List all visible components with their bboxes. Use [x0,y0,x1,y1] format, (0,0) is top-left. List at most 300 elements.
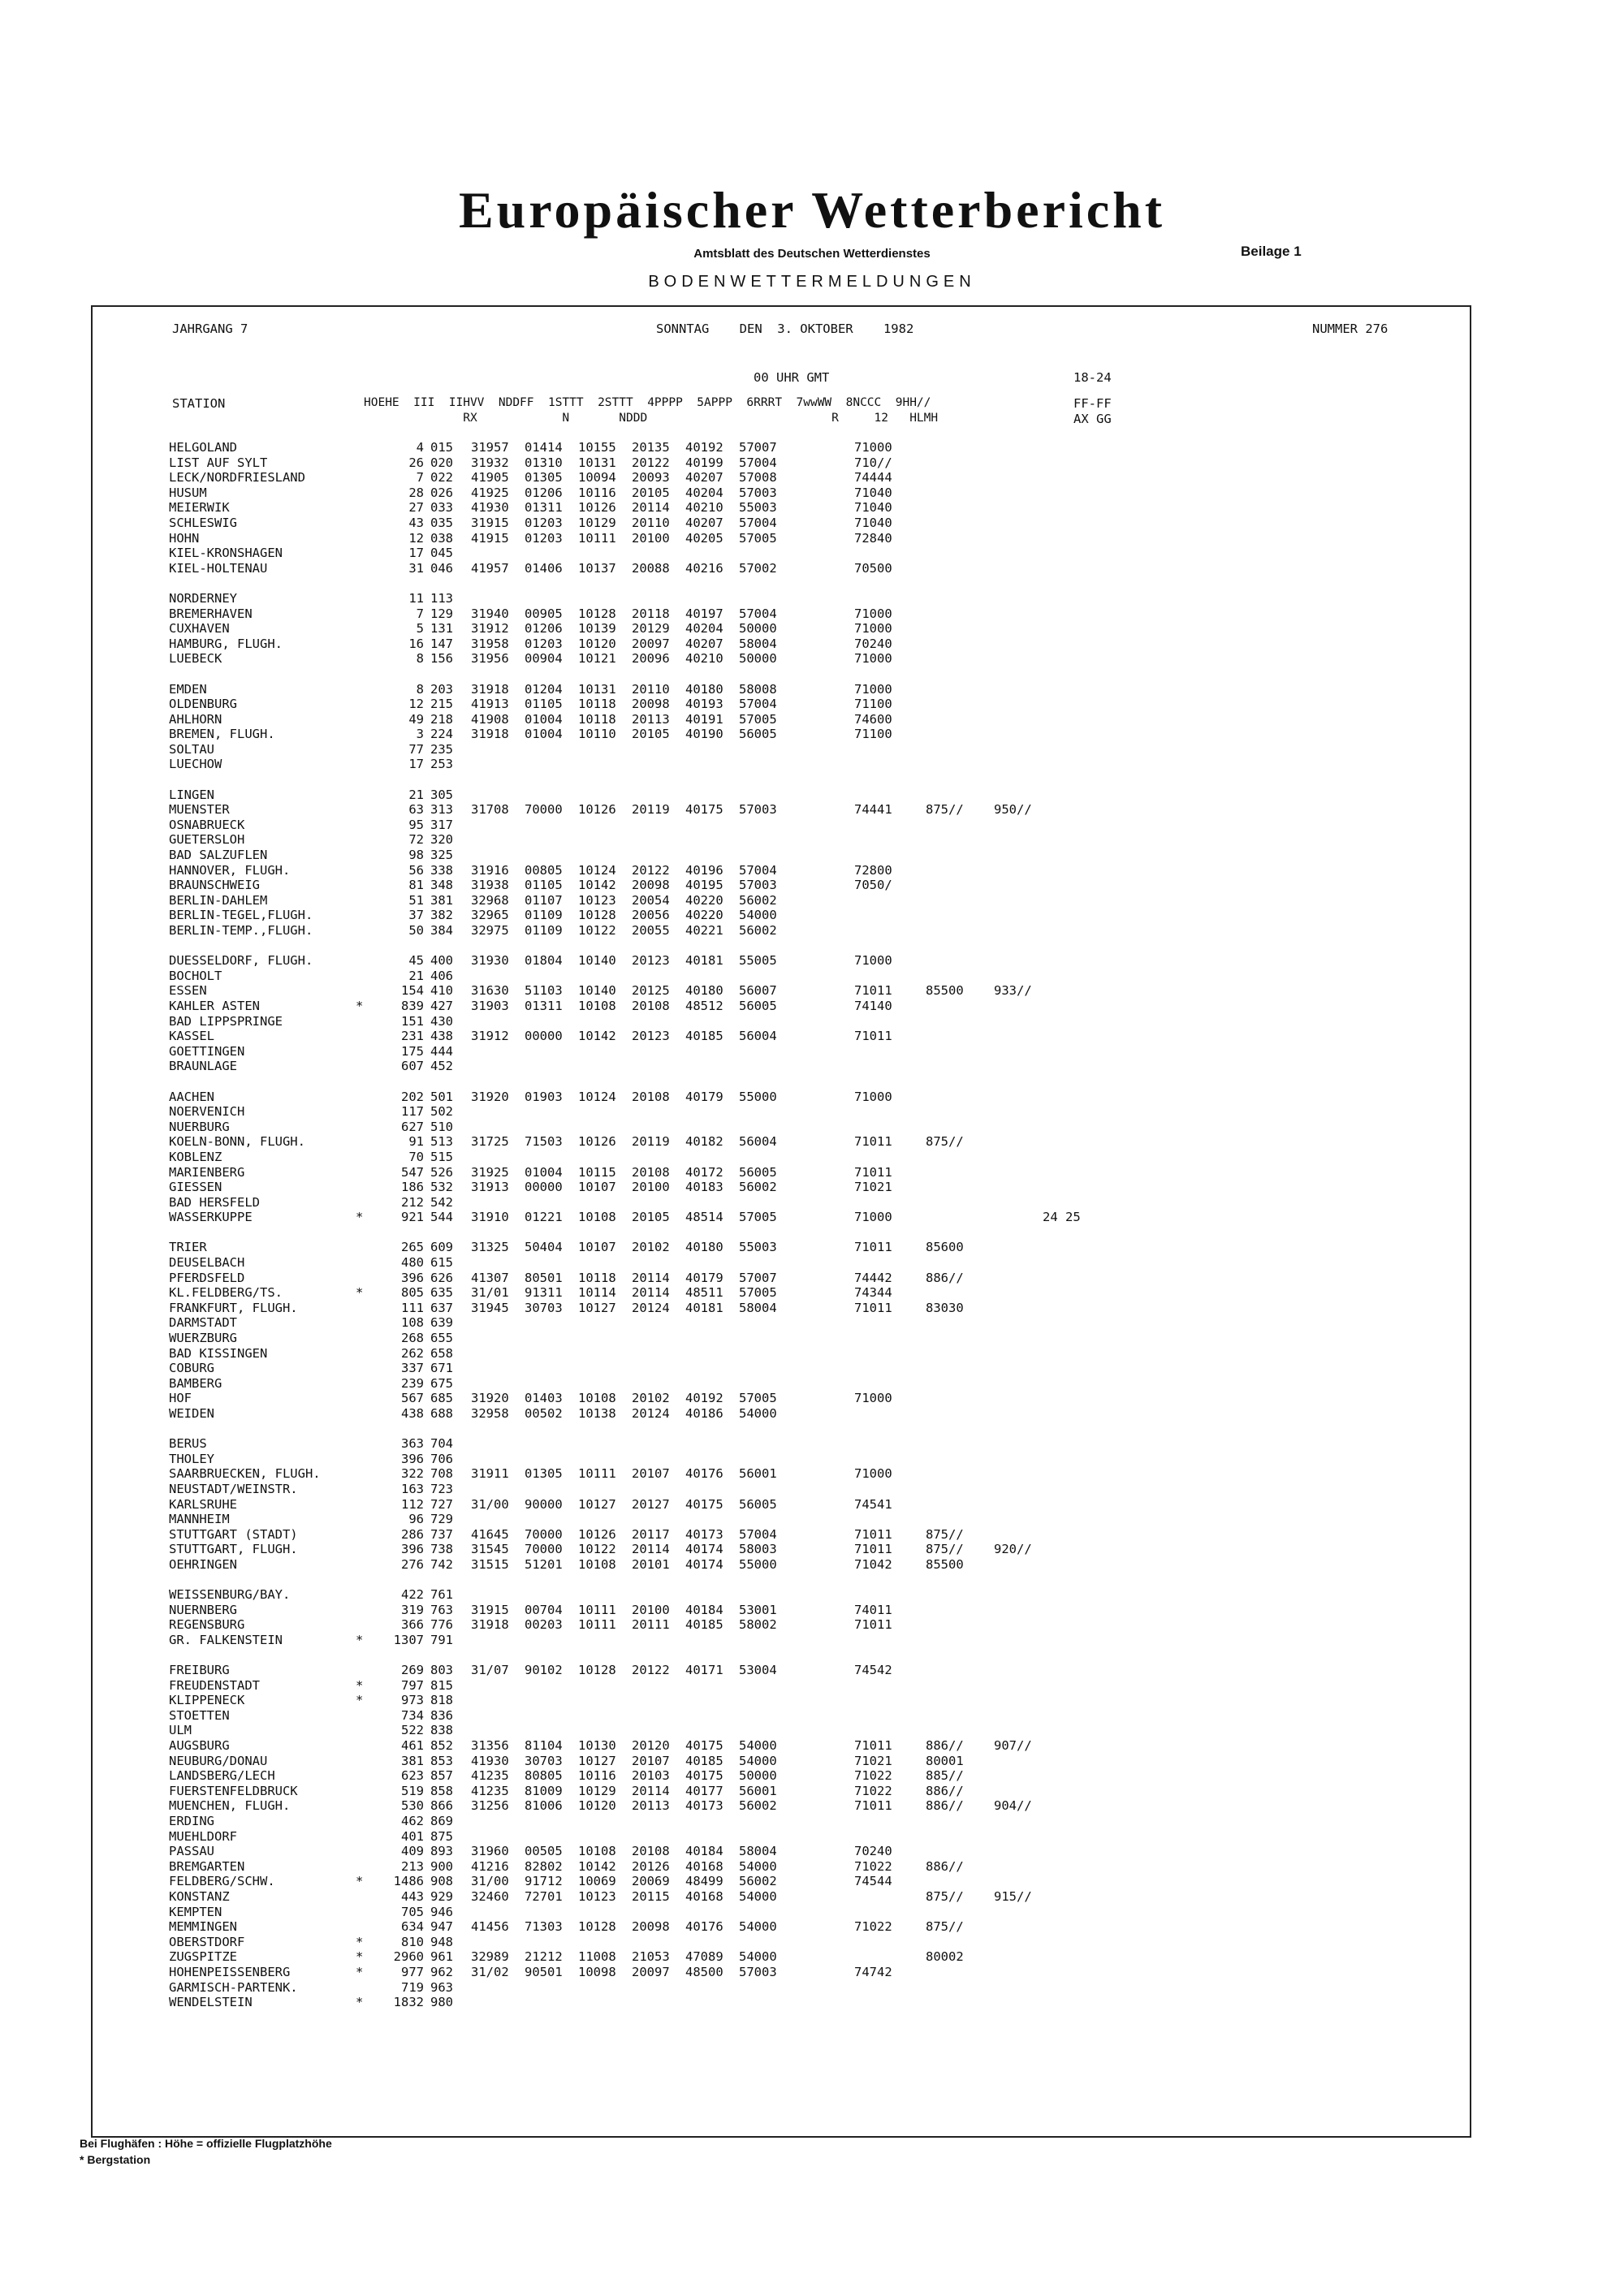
cell-ff [1043,1315,1091,1331]
cell-iii: 038 [430,530,453,546]
table-row [169,500,1091,516]
beilage-label: Beilage 1 [1241,244,1302,259]
cell-g5: 40168 [685,1889,723,1904]
cell-iii: 980 [430,1995,453,2010]
cell-x2: 71000 [854,1210,892,1225]
cell-mark [356,923,374,939]
cell-x1 [793,1376,854,1392]
cell-g5: 40171 [685,1663,723,1678]
cell-ff [1043,953,1091,969]
cell-mark [356,1436,374,1452]
cell-x4 [994,1150,1043,1165]
cell-g4 [632,1255,682,1271]
cell-x2 [854,1150,926,1165]
cell-g5: 40199 [685,455,723,470]
cell-x2: 74600 [854,711,892,727]
cell-x1 [793,1678,854,1694]
table-row [169,1874,1091,1889]
table-row [169,1014,1091,1029]
cell-iii: 438 [430,1029,453,1044]
cell-g5: 40205 [685,530,723,546]
cell-ff [1043,1844,1091,1859]
cell-name: FREIBURG [169,1663,230,1678]
cell-h: 396 [401,1451,424,1466]
cell-g5 [685,1315,736,1331]
cell-g2: 00704 [525,1602,563,1617]
cell-x4 [994,697,1043,712]
cell-x1 [793,1874,854,1889]
cell-g4: 20111 [632,1617,670,1633]
cell-name: STOETTEN [169,1707,230,1723]
cell-g1 [471,969,521,984]
cell-ff [1043,802,1091,818]
cell-iii: 838 [430,1723,453,1738]
cell-g1 [471,742,521,757]
cell-g2: 51103 [525,983,563,999]
cell-g3: 10128 [578,908,616,923]
cell-name: BERUS [169,1436,207,1452]
cell-g6: 57007 [739,1270,777,1285]
cell-h: 705 [401,1904,424,1919]
cell-g6 [739,1723,789,1738]
cell-x2 [854,1905,926,1920]
cell-g4 [632,1482,682,1497]
cell-x1 [793,1120,854,1135]
cell-ff [1043,1497,1091,1513]
cell-x4 [994,682,1043,697]
cell-mark [356,1542,374,1557]
cell-x4 [994,470,1043,486]
cell-g6: 57004 [739,697,777,712]
cell-h: 77 [408,741,424,757]
cell-h: 7 [416,470,424,486]
cell-g3 [578,1633,628,1648]
cell-x3 [926,1150,994,1165]
cell-g2 [525,591,575,606]
cell-g1 [471,1346,521,1362]
cell-x3 [926,1633,994,1648]
cell-g3: 10108 [578,1844,616,1859]
cell-name: WEIDEN [169,1406,214,1421]
cell-h: 202 [401,1089,424,1104]
cell-x3 [926,1285,994,1301]
cell-x2: 710// [854,455,892,470]
cell-x2: 74441 [854,802,892,818]
cell-g2: 00904 [525,651,563,667]
cell-x4 [994,1617,1043,1633]
cell-x2: 71000 [854,621,892,637]
table-row [169,1844,1091,1859]
cell-x1 [793,802,854,818]
cell-g1 [471,546,521,561]
cell-iii: 026 [430,485,453,500]
cell-g1: 31958 [471,636,509,651]
cell-x3 [926,500,994,516]
cell-name: HOHENPEISSENBERG [169,1964,291,1979]
cell-g1: 31/00 [471,1496,509,1512]
cell-g4: 20088 [632,560,670,576]
cell-g4: 20122 [632,455,670,470]
cell-iii: 502 [430,1104,453,1120]
cell-x2 [854,1814,926,1829]
cell-x3 [926,1874,994,1889]
cell-x2 [854,1949,926,1965]
cell-mark [356,1798,374,1814]
cell-g3: 10140 [578,983,616,999]
cell-x3 [926,1014,994,1029]
cell-g3 [578,1482,628,1497]
cell-g6 [739,1708,789,1724]
cell-mark [356,1090,374,1105]
cell-g1: 31932 [471,455,509,470]
cell-g4 [632,1331,682,1346]
cell-g4 [632,788,682,803]
cell-mark [356,1905,374,1920]
table-row [169,637,1091,652]
cell-g6 [739,1059,789,1074]
cell-x1 [793,832,854,848]
cell-g5: 40180 [685,1240,723,1255]
cell-g2 [525,832,575,848]
cell-g3 [578,757,628,772]
cell-x1 [793,486,854,501]
cell-name: LINGEN [169,787,214,802]
cell-g2: 00000 [525,1029,563,1044]
table-row [169,1905,1091,1920]
cell-g2 [525,1829,575,1845]
cell-mark [356,1195,374,1211]
cell-x4 [994,1859,1043,1875]
cell-x3: 886// [926,1858,964,1874]
group-spacer [169,772,1091,788]
table-row [169,1603,1091,1618]
cell-ff [1043,742,1091,757]
cell-iii: 639 [430,1315,453,1331]
table-row [169,1391,1091,1406]
cell-g5 [685,1044,736,1060]
cell-g1: 41913 [471,697,509,712]
cell-g1: 31725 [471,1134,509,1150]
cell-g4: 20110 [632,515,670,530]
cell-iii: 513 [430,1134,453,1150]
cell-x3: 80002 [926,1949,964,1965]
cell-x1 [793,1406,854,1422]
cell-mark [356,1271,374,1286]
cell-x4 [994,1104,1043,1120]
cell-x2 [854,742,926,757]
cell-iii: 658 [430,1345,453,1361]
cell-g4 [632,1678,682,1694]
cell-h: 16 [408,636,424,651]
cell-g5 [685,1935,736,1950]
cell-g1: 32460 [471,1889,509,1904]
cell-x4 [994,757,1043,772]
cell-x1 [793,1315,854,1331]
cell-iii: 704 [430,1436,453,1452]
cell-g4 [632,1104,682,1120]
cell-g2: 30703 [525,1753,563,1768]
cell-x2: 71000 [854,681,892,697]
cell-g4: 20103 [632,1768,670,1784]
table-row [169,440,1091,455]
group-spacer [169,1573,1091,1588]
cell-x3 [926,1466,994,1482]
cell-mark [356,712,374,727]
cell-ff [1043,1466,1091,1482]
cell-ff [1043,1346,1091,1362]
cell-g4 [632,1195,682,1211]
cell-ff [1043,1889,1091,1905]
cell-name: AUGSBURG [169,1738,230,1754]
cell-x4 [994,1165,1043,1180]
cell-g6: 57005 [739,1391,777,1406]
cell-name: HOHN [169,530,200,546]
cell-g4: 20093 [632,470,670,486]
cell-x4 [994,1919,1043,1935]
cell-name: KOBLENZ [169,1149,222,1164]
cell-g4 [632,1693,682,1708]
cell-x1 [793,1271,854,1286]
cell-x4 [994,1603,1043,1618]
cell-iii: 348 [430,878,453,893]
table-row [169,1331,1091,1346]
cell-mark [356,1859,374,1875]
cell-x1 [793,1482,854,1497]
cell-iii: 858 [430,1783,453,1798]
cell-x2 [854,1482,926,1497]
cell-g5: 40174 [685,1542,723,1557]
cell-name: KIEL-KRONSHAGEN [169,546,283,561]
cell-x1 [793,1738,854,1754]
cell-g1 [471,1255,521,1271]
cell-g6 [739,1120,789,1135]
cell-ff [1043,1859,1091,1875]
cell-g1 [471,788,521,803]
cell-g2 [525,1255,575,1271]
cell-ff [1043,983,1091,999]
cell-g3: 10126 [578,1526,616,1542]
cell-g5 [685,546,736,561]
cell-ff [1043,1165,1091,1180]
cell-name: STUTTGART, FLUGH. [169,1542,298,1557]
cell-g6: 54000 [739,1406,777,1421]
cell-iii: 235 [430,741,453,757]
cell-x4 [994,818,1043,833]
cell-x3 [926,1497,994,1513]
cell-g6 [739,1331,789,1346]
cell-g2 [525,1723,575,1738]
cell-name: PFERDSFELD [169,1270,245,1285]
cell-x3 [926,561,994,576]
cell-iii: 815 [430,1677,453,1693]
cell-x2 [854,1406,926,1422]
cell-h: 443 [401,1889,424,1904]
cell-x4 [994,923,1043,939]
cell-h: 1307 [393,1632,424,1647]
cell-g5 [685,1436,736,1452]
cell-ff [1043,591,1091,606]
cell-name: FUERSTENFELDBRUCK [169,1783,298,1798]
cell-g3 [578,1587,628,1603]
cell-g4: 20119 [632,802,670,818]
cell-g5 [685,818,736,833]
cell-mark [356,1120,374,1135]
cell-x2: 71011 [854,1526,892,1542]
cell-mark [356,1014,374,1029]
cell-g3 [578,1814,628,1829]
cell-iii: 400 [430,953,453,969]
cell-x2: 71000 [854,1391,892,1406]
cell-mark [356,486,374,501]
cell-x2: 71011 [854,1542,892,1557]
cell-g4: 20118 [632,606,670,621]
cell-g4: 20056 [632,908,670,923]
cell-g4: 20097 [632,1964,670,1979]
cell-g2: 01203 [525,636,563,651]
cell-name: BERLIN-DAHLEM [169,892,268,908]
cell-g4: 20055 [632,923,670,938]
table-row [169,1497,1091,1513]
cell-g4 [632,832,682,848]
cell-mark [356,697,374,712]
cell-mark [356,1255,374,1271]
table-row [169,727,1091,742]
cell-g4: 20102 [632,1240,670,1255]
cell-mark [356,1557,374,1573]
cell-x4 [994,788,1043,803]
cell-x1 [793,546,854,561]
cell-g3 [578,1361,628,1376]
cell-iii: 866 [430,1798,453,1814]
table-row [169,1723,1091,1738]
cell-ff [1043,878,1091,893]
table-row [169,1935,1091,1950]
cell-g6: 56007 [739,983,777,999]
cell-x4 [994,1708,1043,1724]
cell-iii: 313 [430,802,453,818]
cell-g6: 56002 [739,923,777,938]
cell-g1 [471,757,521,772]
cell-iii: 615 [430,1255,453,1271]
cell-x3 [926,1331,994,1346]
cell-g4 [632,1814,682,1829]
cell-g2 [525,1452,575,1467]
cell-iii: 131 [430,621,453,637]
cell-g2: 01107 [525,892,563,908]
cell-g6 [739,1512,789,1527]
cell-g2: 71303 [525,1919,563,1935]
cell-x3 [926,1376,994,1392]
cell-g5: 40195 [685,878,723,893]
cell-mark [356,621,374,637]
cell-h: 396 [401,1542,424,1557]
cell-g5: 40184 [685,1844,723,1859]
cell-g2 [525,1693,575,1708]
cell-iii: 129 [430,606,453,621]
table-row [169,1240,1091,1255]
cell-h: 805 [401,1285,424,1301]
cell-x2: 71021 [854,1753,892,1768]
cell-iii: 305 [430,787,453,802]
cell-h: 921 [401,1210,424,1225]
cell-g3: 10110 [578,727,616,742]
cell-x4 [994,1406,1043,1422]
cell-g6: 57005 [739,1210,777,1225]
cell-g6: 56005 [739,1496,777,1512]
cell-g4: 20108 [632,998,670,1013]
cell-h: 4 [416,440,424,455]
cell-mark: * [356,1677,364,1693]
cell-g1: 31915 [471,1602,509,1617]
cell-g6: 56002 [739,1180,777,1195]
cell-name: BREMEN, FLUGH. [169,727,275,742]
range-label: 18-24 [1073,370,1112,385]
cell-x2: 74544 [854,1874,892,1889]
cell-x1 [793,1617,854,1633]
cell-g5: 40191 [685,711,723,727]
table-row [169,1406,1091,1422]
cell-iii: 908 [430,1874,453,1889]
table-row [169,712,1091,727]
cell-name: MUENSTER [169,802,230,818]
cell-g2 [525,1150,575,1165]
cell-g4: 20119 [632,1134,670,1150]
cell-x4: 933// [994,983,1032,999]
cell-mark [356,1406,374,1422]
table-row [169,908,1091,923]
cell-x2 [854,1044,926,1060]
cell-g6 [739,1376,789,1392]
cell-x1 [793,1346,854,1362]
cell-iii: 224 [430,727,453,742]
cell-g2: 01109 [525,923,563,938]
cell-x1 [793,455,854,471]
cell-x1 [793,651,854,667]
cell-x3 [926,788,994,803]
cell-g2: 80805 [525,1768,563,1784]
cell-x3 [926,1678,994,1694]
cell-h: 3 [416,727,424,742]
table-row [169,1285,1091,1301]
table-row [169,561,1091,576]
cell-g2: 01310 [525,455,563,470]
cell-x4 [994,1285,1043,1301]
cell-g6: 54000 [739,908,777,923]
cell-g2 [525,1678,575,1694]
cell-g6 [739,1044,789,1060]
cell-g1 [471,1587,521,1603]
cell-x2 [854,1255,926,1271]
jahrgang: JAHRGANG 7 [172,322,248,336]
cell-g2: 70000 [525,1542,563,1557]
cell-mark [356,788,374,803]
cell-g2 [525,1315,575,1331]
cell-name: LANDSBERG/LECH [169,1768,275,1784]
cell-g6: 55005 [739,953,777,969]
cell-g1: 41957 [471,560,509,576]
cell-iii: 853 [430,1753,453,1768]
cell-h: 26 [408,455,424,470]
cell-x4 [994,531,1043,546]
cell-mark [356,1180,374,1195]
cell-g1: 41307 [471,1270,509,1285]
cell-g5 [685,1814,736,1829]
cell-g3: 10155 [578,440,616,455]
cell-x2 [854,1935,926,1950]
cell-x3 [926,651,994,667]
cell-x1 [793,1889,854,1905]
cell-x4 [994,651,1043,667]
